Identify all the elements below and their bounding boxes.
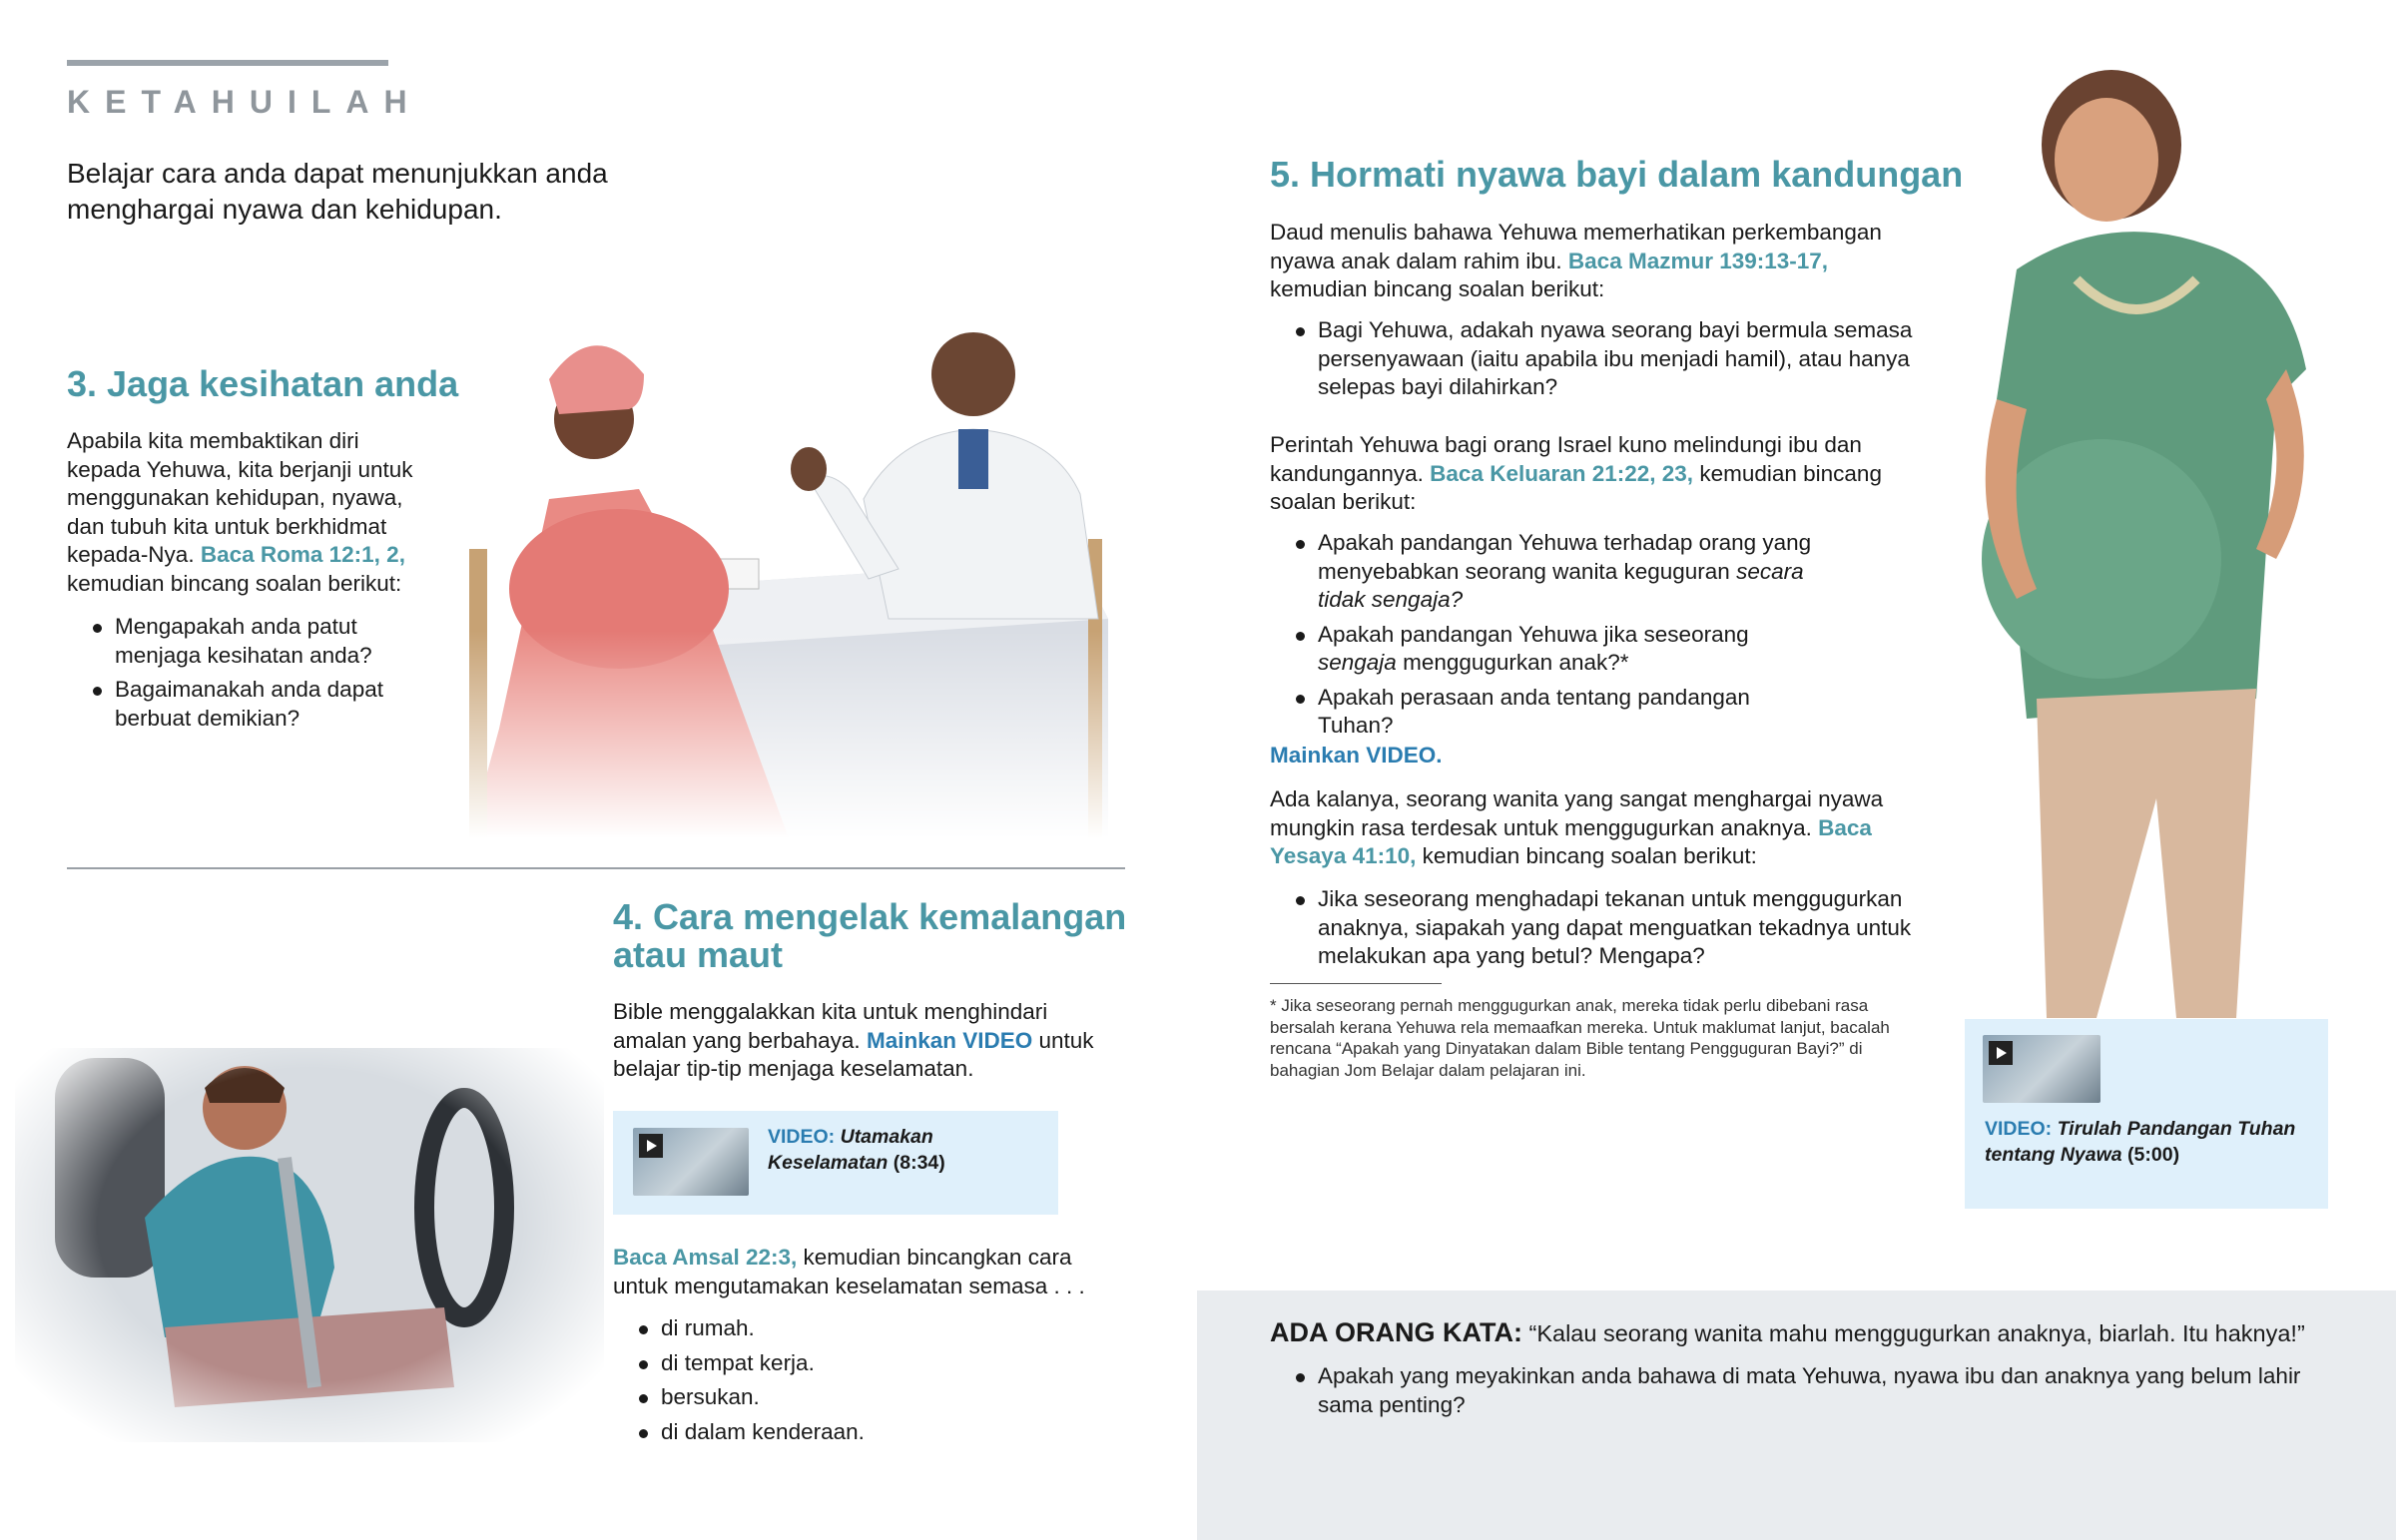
- video-thumbnail[interactable]: [633, 1128, 749, 1196]
- some-say-line: [1270, 1317, 2378, 1348]
- section-4-title: 4. Cara mengelak kemalangan atau maut: [613, 896, 1127, 975]
- list-item: di tempat kerja.: [613, 1349, 1012, 1378]
- list-item: Apakah pandangan Yehuwa terhadap orang yang menyebabkan seorang wanita keguguran secara tidak sengaja?: [1270, 529, 1829, 615]
- list-item: Bagi Yehuwa, adakah nyawa seorang bayi bermula semasa persenyawaan (iaitu apabila ibu menjadi hamil), atau hanya selepas bayi dilahirkan?: [1270, 316, 1939, 402]
- scripture-link-roma[interactable]: Baca Roma 12:1, 2,: [200, 542, 405, 567]
- video-card-safety[interactable]: [613, 1111, 1058, 1215]
- footnote-divider: [1270, 983, 1442, 984]
- play-video-link-5[interactable]: Mainkan VIDEO.: [1270, 743, 1443, 768]
- scripture-link-yesaya[interactable]: Baca Yesaya 41:10,: [1270, 814, 1872, 868]
- list-item: Mengapakah anda patut menjaga kesihatan anda?: [67, 613, 446, 670]
- section-3-paragraph: Apabila kita membaktikan diri kepada Yehuwa, kita berjanji untuk menggunakan kehidupan, nyawa, dan tubuh kita untuk berkhidmat kepada-Nya. Baca Roma 12:1, 2, kemudian bincang soalan berikut:: [67, 428, 413, 596]
- list-item: Jika seseorang menghadapi tekanan untuk menggugurkan anaknya, siapakah yang dapat menguatkan tekadnya untuk melakukan apa yang betul? Mengapa?: [1270, 885, 1939, 971]
- section-3-questions: [67, 613, 446, 739]
- play-icon[interactable]: [639, 1134, 663, 1158]
- section-4-list: [613, 1314, 1012, 1452]
- list-item: Apakah pandangan Yehuwa jika seseorang sengaja menggugurkan anak?*: [1270, 621, 1829, 678]
- footnote: * Jika seseorang pernah menggugurkan anak, mereka tidak perlu dibebani rasa bersalah kerana Yehuwa rela memaafkan mereka. Untuk maklumat lanjut, bacalah rencana “Apakah yang Dinyatakan dalam Bible tentang Pengguguran Bayi?” di bahagian Jom Belajar dalam pelajaran ini.: [1270, 996, 1890, 1080]
- some-say-label: ADA ORANG KATA:: [1270, 1317, 1522, 1347]
- kicker: KETAHUILAH: [67, 84, 422, 120]
- seatbelt-illustration: [15, 1008, 604, 1442]
- scripture-link-amsal[interactable]: Baca Amsal 22:3,: [613, 1245, 798, 1270]
- section-4-paragraph-2: Baca Amsal 22:3, kemudian bincangkan cara untuk mengutamakan keselamatan semasa . . .: [613, 1245, 1085, 1298]
- section-5-paragraph-2: Perintah Yehuwa bagi orang Israel kuno melindungi ibu dan kandungannya. Baca Keluaran 21:22, 23, kemudian bincang soalan berikut:: [1270, 432, 1882, 514]
- list-item: di rumah.: [613, 1314, 1012, 1343]
- section-5-paragraph-3: Ada kalanya, seorang wanita yang sangat menghargai nyawa mungkin rasa terdesak untuk menggugurkan anaknya. Baca Yesaya 41:10, kemudian bincang soalan berikut:: [1270, 786, 1884, 868]
- scripture-link-keluaran[interactable]: Baca Keluaran 21:22, 23,: [1430, 460, 1694, 486]
- section-5-title: 5. Hormati nyawa bayi dalam kandungan: [1270, 154, 1964, 195]
- section-5-questions-2: [1270, 529, 1829, 747]
- list-item: Bagaimanakah anda dapat berbuat demikian?: [67, 676, 446, 733]
- list-item: Apakah yang meyakinkan anda bahawa di mata Yehuwa, nyawa ibu dan anaknya yang belum lahir sama penting?: [1270, 1362, 2318, 1419]
- header-rule: [67, 60, 388, 66]
- doctor-visit-illustration: [469, 319, 1128, 838]
- list-item: di dalam kenderaan.: [613, 1418, 1012, 1447]
- video-thumbnail[interactable]: [1983, 1035, 2100, 1103]
- video-title[interactable]: VIDEO: Utamakan Keselamatan (8:34): [768, 1126, 945, 1174]
- play-icon[interactable]: [1989, 1041, 2013, 1065]
- list-item: bersukan.: [613, 1383, 1012, 1412]
- scripture-link-mazmur[interactable]: Baca Mazmur 139:13-17,: [1567, 248, 1829, 273]
- video-card-life[interactable]: [1965, 1019, 2328, 1209]
- section-5-questions-3: [1270, 885, 1939, 977]
- section-divider: [67, 867, 1125, 869]
- section-4-paragraph: Bible menggalakkan kita untuk menghindari amalan yang berbahaya. Mainkan VIDEO untuk belajar tip-tip menjaga keselamatan.: [613, 999, 1094, 1081]
- some-say-panel: [1197, 1290, 2396, 1540]
- section-5-paragraph-1: Daud menulis bahawa Yehuwa memerhatikan perkembangan nyawa anak dalam rahim ibu. Baca Mazmur 139:13-17, kemudian bincang soalan berikut:: [1270, 220, 1882, 301]
- some-say-questions: [1270, 1362, 2318, 1425]
- video-title[interactable]: VIDEO: Tirulah Pandangan Tuhan tentang Nyawa (5:00): [1985, 1118, 2296, 1166]
- section-3-title: 3. Jaga kesihatan anda: [67, 363, 459, 404]
- pregnant-woman-illustration: [1957, 40, 2356, 1018]
- intro-text: Belajar cara anda dapat menunjukkan anda menghargai nyawa dan kehidupan.: [67, 158, 608, 225]
- list-item: Apakah perasaan anda tentang pandangan Tuhan?: [1270, 684, 1829, 741]
- section-5-questions-1: [1270, 316, 1939, 408]
- play-video-link[interactable]: Mainkan VIDEO: [866, 1027, 1033, 1053]
- some-say-quote: “Kalau seorang wanita mahu menggugurkan anaknya, biarlah. Itu haknya!”: [1528, 1320, 2305, 1346]
